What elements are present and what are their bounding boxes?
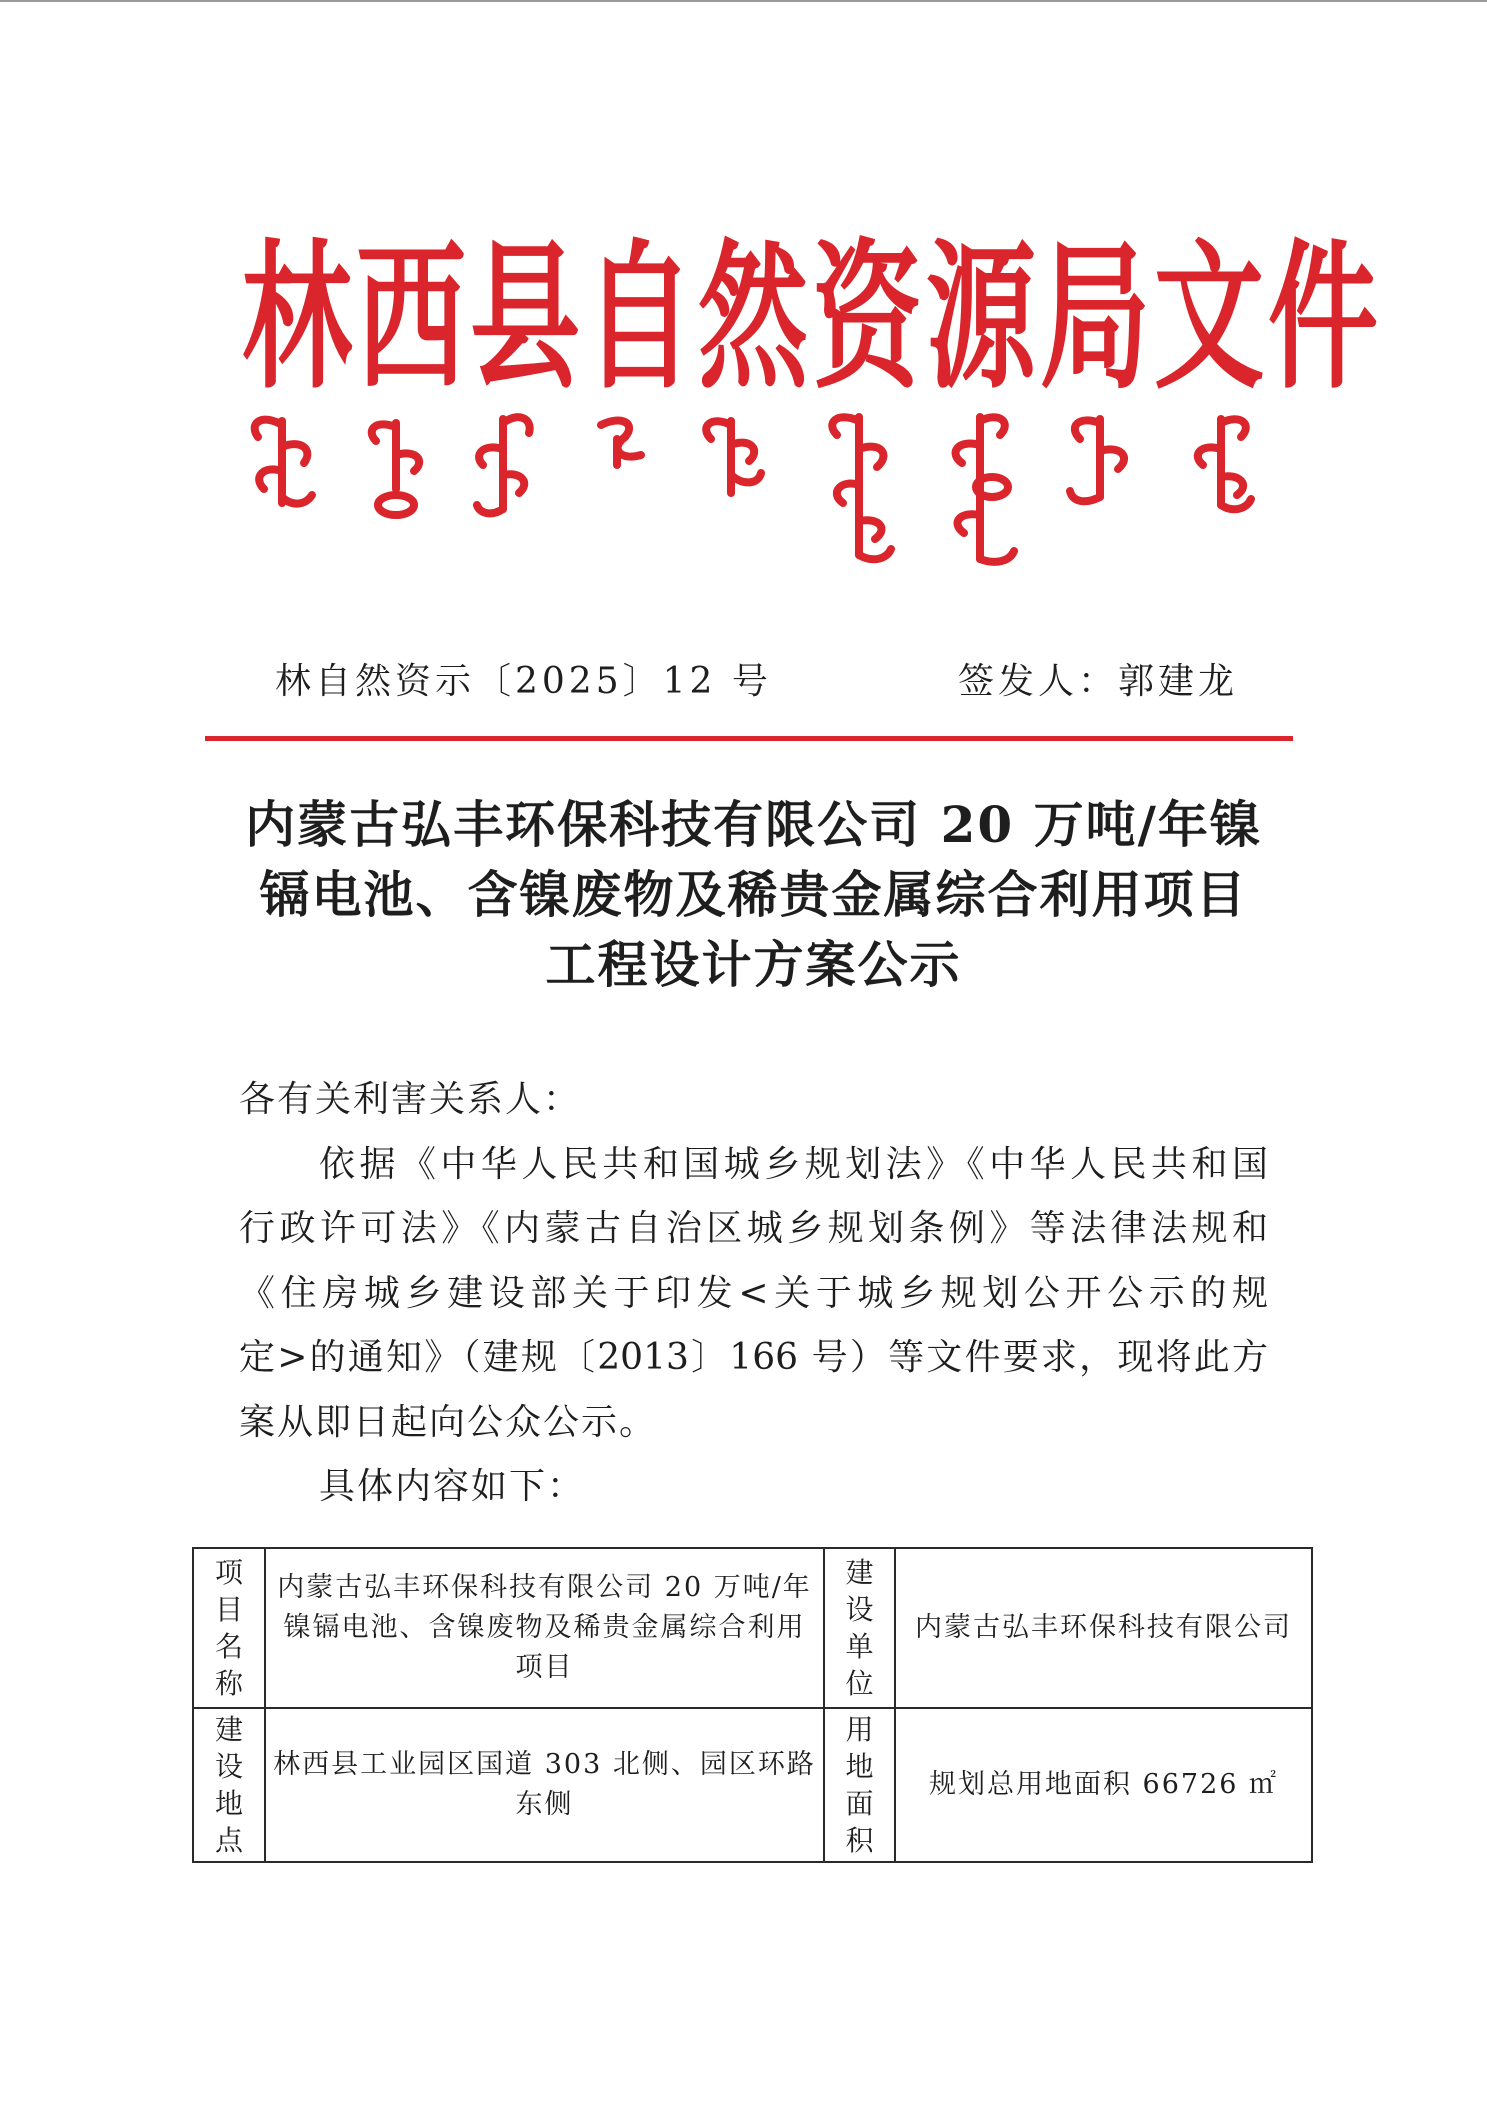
mongolian-word bbox=[956, 417, 1014, 562]
project-info-table bbox=[192, 1547, 1313, 1863]
mongolian-word bbox=[1198, 419, 1251, 509]
notice-title-line: 镉电池、含镍废物及稀贵金属综合利用项目 bbox=[259, 865, 1248, 924]
paragraph-line: 依据《中华人民共和国城乡规划法》《中华人民共和国 bbox=[319, 1143, 1268, 1185]
paragraph-line: 案从即日起向公众公示。 bbox=[239, 1401, 658, 1443]
paragraph-line: 《住房城乡建设部关于印发<关于城乡规划公开公示的规 bbox=[239, 1272, 1268, 1314]
mongolian-script-heading bbox=[242, 405, 1268, 570]
table-row bbox=[193, 1708, 1312, 1862]
project-name-value-line: 镍镉电池、含镍废物及稀贵金属综合利用 bbox=[283, 1612, 806, 1643]
construction-unit-label-cell bbox=[824, 1548, 895, 1708]
document-number: 林自然资示〔2025〕12 号 bbox=[275, 661, 772, 702]
construction-site-value-line: 东侧 bbox=[515, 1789, 574, 1820]
land-area-label-cell bbox=[824, 1708, 895, 1862]
notice-title-line: 工程设计方案公示 bbox=[545, 935, 962, 994]
content-intro: 具体内容如下： bbox=[319, 1466, 586, 1507]
land-area-label: 用地面积 bbox=[845, 1713, 874, 1857]
construction-unit-value: 内蒙古弘丰环保科技有限公司 bbox=[915, 1612, 1292, 1643]
project-name-label-cell bbox=[193, 1548, 265, 1708]
project-name-label: 项目名称 bbox=[214, 1556, 243, 1700]
notice-title-line: 内蒙古弘丰环保科技有限公司 20 万吨/年镍 bbox=[245, 795, 1262, 854]
issuing-authority-title: 林西县自然资源局文件 bbox=[242, 223, 1382, 411]
notice-title bbox=[239, 790, 1268, 1000]
salutation: 各有关利害关系人： bbox=[239, 1079, 582, 1120]
mongolian-word bbox=[1070, 419, 1124, 501]
land-area-value-cell bbox=[895, 1708, 1312, 1862]
project-name-value-line: 项目 bbox=[515, 1652, 574, 1683]
mongolian-word bbox=[372, 423, 419, 515]
mongolian-word bbox=[832, 417, 891, 559]
construction-site-label-cell bbox=[193, 1708, 265, 1862]
construction-site-label: 建设地点 bbox=[214, 1713, 243, 1857]
project-name-value-line: 内蒙古弘丰环保科技有限公司 20 万吨/年 bbox=[277, 1572, 812, 1603]
issuer-signature-line: 签发人：郭建龙 bbox=[958, 661, 1239, 702]
scan-border bbox=[0, 0, 1487, 2]
table-row bbox=[193, 1548, 1312, 1708]
construction-site-value-cell bbox=[265, 1708, 824, 1862]
red-divider-rule bbox=[205, 736, 1293, 741]
project-name-value-cell bbox=[265, 1548, 824, 1708]
notice-body bbox=[239, 1068, 1268, 1520]
mongolian-word bbox=[601, 421, 641, 465]
construction-site-value-line: 林西县工业园区国道 303 北侧、园区环路 bbox=[273, 1749, 816, 1780]
land-area-value: 规划总用地面积 66726 ㎡ bbox=[928, 1769, 1279, 1800]
construction-unit-label: 建设单位 bbox=[845, 1556, 874, 1700]
mongolian-word bbox=[255, 420, 312, 504]
paragraph-line: 行政许可法》《内蒙古自治区城乡规划条例》等法律法规和 bbox=[239, 1208, 1268, 1249]
mongolian-word bbox=[706, 421, 761, 493]
paragraph-line: 定>的通知》（建规〔2013〕166 号）等文件要求，现将此方 bbox=[239, 1337, 1268, 1378]
mongolian-word bbox=[477, 417, 530, 513]
construction-unit-value-cell bbox=[895, 1548, 1312, 1708]
